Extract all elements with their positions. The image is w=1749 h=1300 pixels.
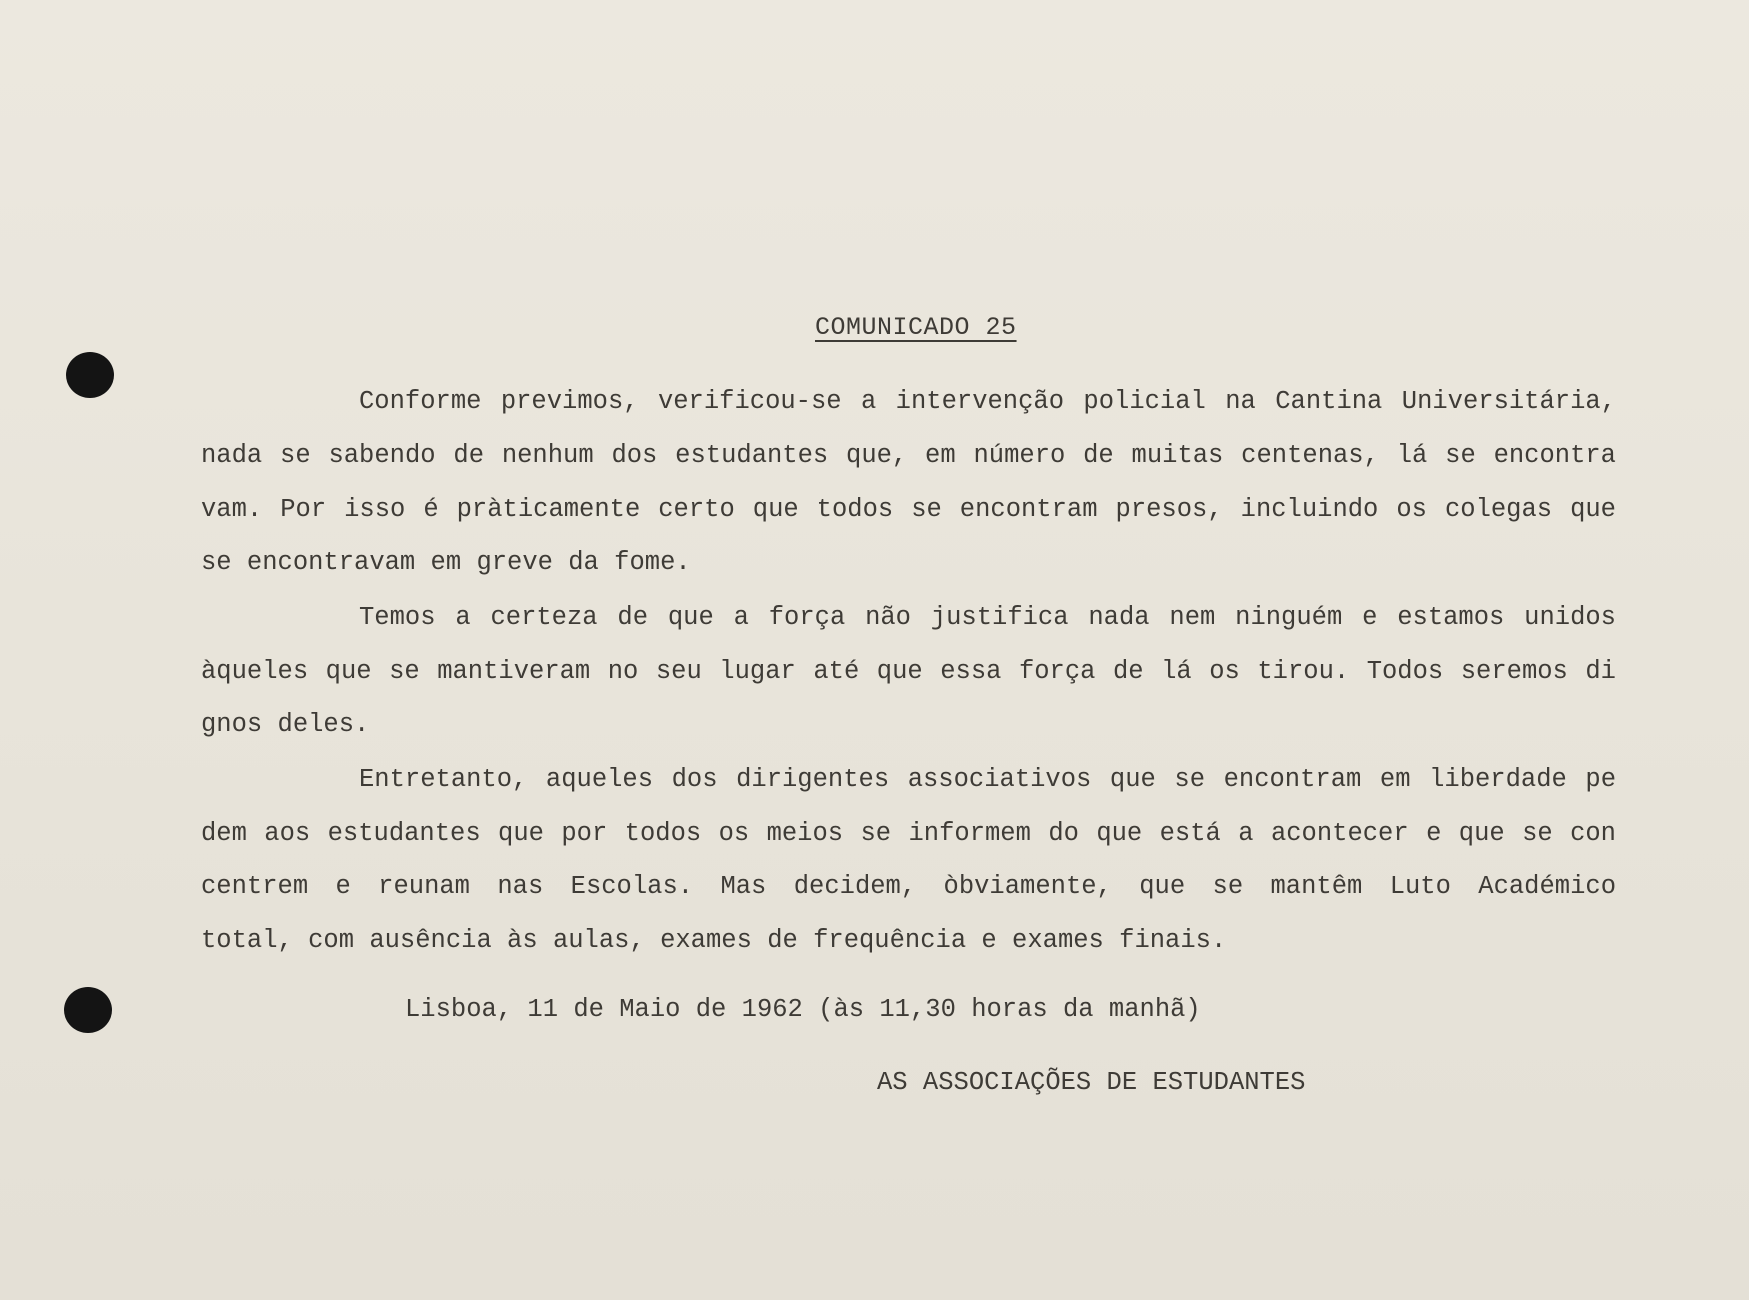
paragraph-line: nada se sabendo de nenhum dos estudantes que, em número de muitas centenas, lá se encontra <box>201 441 1616 470</box>
punch-hole-top <box>66 352 114 398</box>
paragraph-line: àqueles que se mantiveram no seu lugar até que essa força de lá os tirou. Todos seremos di <box>201 657 1616 686</box>
paragraph-line: vam. Por isso é pràticamente certo que todos se encontram presos, incluindo os colegas que <box>201 495 1616 524</box>
paragraph-line: gnos deles. <box>201 710 370 739</box>
paragraph-line: se encontravam em greve da fome. <box>201 548 691 577</box>
paragraph-line: total, com ausência às aulas, exames de frequência e exames finais. <box>201 926 1227 955</box>
paragraph-line: Conforme previmos, verificou-se a intervenção policial na Cantina Universitária, <box>359 387 1616 416</box>
dateline: Lisboa, 11 de Maio de 1962 (às 11,30 horas da manhã) <box>405 995 1201 1024</box>
punch-hole-bottom <box>64 987 112 1033</box>
paragraph-line: Temos a certeza de que a força não justifica nada nem ninguém e estamos unidos <box>359 603 1616 632</box>
signature: AS ASSOCIAÇÕES DE ESTUDANTES <box>877 1068 1306 1097</box>
paragraph-line: Entretanto, aqueles dos dirigentes associativos que se encontram em liberdade pe <box>359 765 1616 794</box>
document-title: COMUNICADO 25 <box>815 313 1017 342</box>
paragraph-line: centrem e reunam nas Escolas. Mas decidem, òbviamente, que se mantêm Luto Académico <box>201 872 1616 901</box>
paragraph-line: dem aos estudantes que por todos os meios se informem do que está a acontecer e que se con <box>201 819 1616 848</box>
